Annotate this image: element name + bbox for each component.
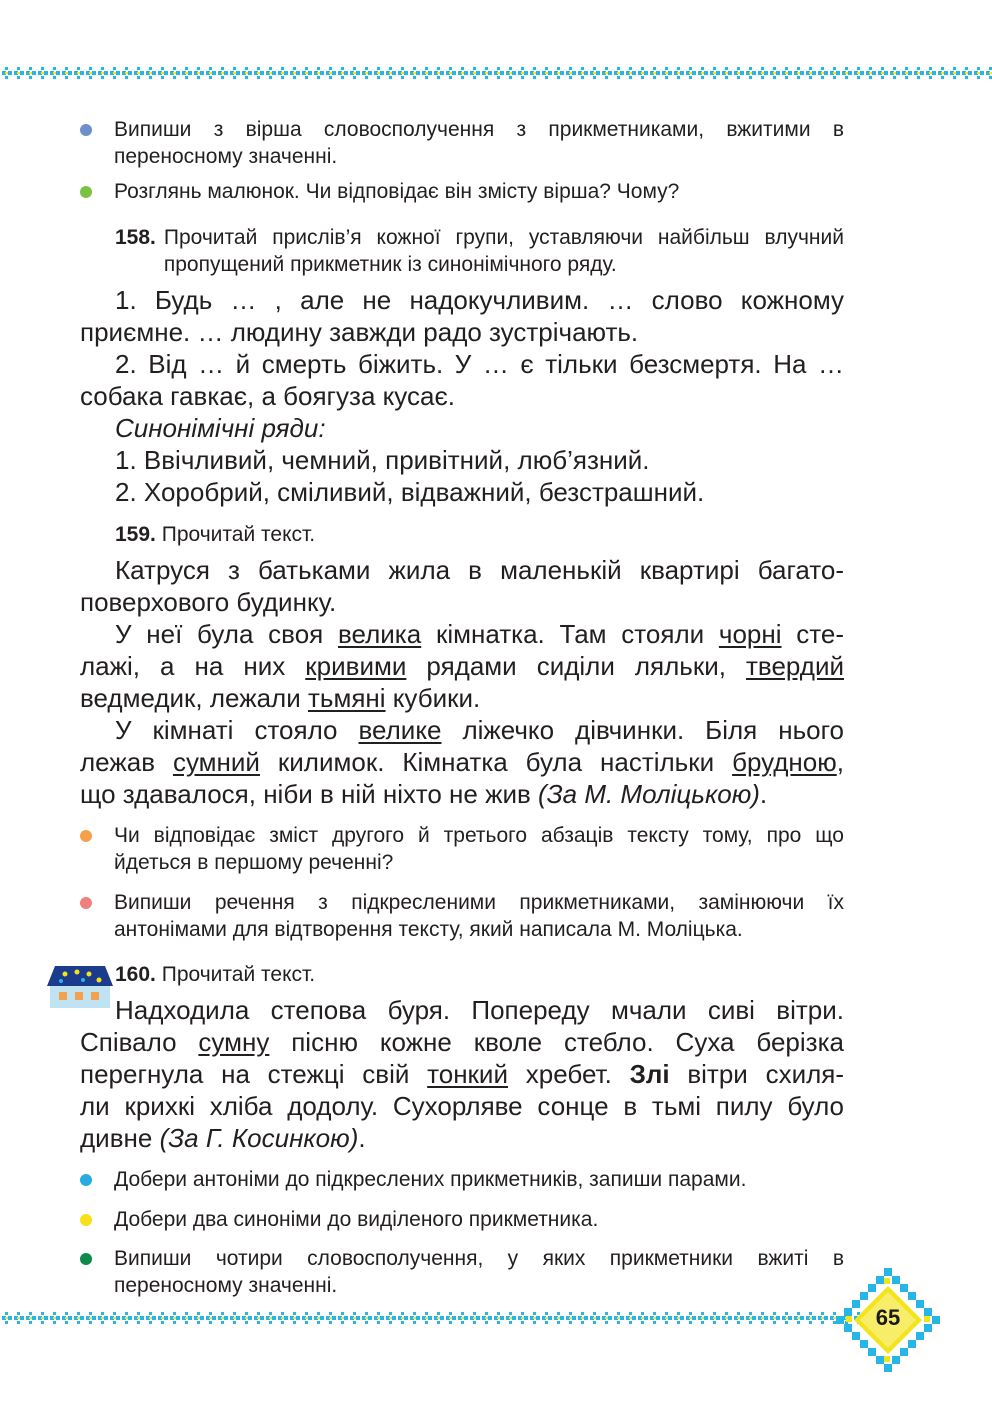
- task-number: 160.: [115, 963, 156, 986]
- bold-adjective: Злі: [629, 1059, 670, 1089]
- task-160-text: [80, 994, 844, 1154]
- text-line: дивне (За Г. Косинкою).: [80, 1123, 366, 1153]
- text-line: що здавалося, ніби в ній ніхто не жив (За М. Моліцькою).: [80, 779, 768, 809]
- bullet-dot: [80, 1253, 92, 1265]
- source-attribution: (За М. Моліцькою): [538, 779, 760, 809]
- task-text: Прочитай текст.: [161, 523, 316, 546]
- page-number: 65: [875, 1305, 901, 1330]
- bullet-text: Добери два синоніми до виділеного прикметника.: [114, 1208, 599, 1231]
- proverb-line: 2. Від … й смерть біжить. У … є тільки безсмертя. На …: [115, 349, 844, 379]
- text-line: ведмедик, лежали тьмяні кубики.: [80, 683, 481, 713]
- task-159-text: [80, 554, 844, 810]
- text-line: лажі, а на них кривими рядами сиділи ляльки, твердий: [80, 651, 844, 681]
- text-line: У неї була своя велика кімнатка. Там стояли чорні сте-: [115, 619, 844, 649]
- task-158-instruction: [115, 224, 844, 278]
- underlined-adjective: тонкий: [427, 1059, 508, 1089]
- underlined-adjective: тьмяні: [307, 683, 386, 713]
- top-ornament-border: [0, 66, 992, 80]
- task-text: Прочитай текст.: [161, 963, 316, 986]
- synonym-row-2: 2. Хоробрий, сміливий, відважний, безстрашний.: [115, 477, 705, 507]
- task-160-instruction: [115, 961, 844, 988]
- bottom-ornament-border: [0, 1311, 860, 1325]
- text-line: Співало сумну пісню кожне кволе стебло. Суха берізка: [80, 1027, 844, 1057]
- bullet-dot: [80, 1174, 92, 1186]
- underlined-adjective: брудною: [732, 747, 837, 777]
- bullet-task-3: [80, 822, 844, 876]
- bullet-dot: [80, 1214, 92, 1226]
- text-line: перегнула на стежці свій тонкий хребет. Злі вітри схиля-: [80, 1059, 844, 1089]
- bullet-task-1: [80, 116, 844, 170]
- text-line: лежав сумний килимок. Кімнатка була настільки брудною,: [80, 747, 844, 777]
- bullet-task-4: [80, 889, 844, 943]
- bullet-text: Випиши речення з підкресленими прикметниками, замінюючи їх антонімами для відтворення тексту, який написала М. Моліцька.: [114, 891, 844, 941]
- bullet-text: Добери антоніми до підкреслених прикметників, запиши парами.: [114, 1168, 747, 1191]
- underlined-adjective: чорні: [718, 619, 782, 649]
- underlined-adjective: сумний: [172, 747, 260, 777]
- bullet-dot: [80, 124, 92, 136]
- bullet-dot: [80, 830, 92, 842]
- bullet-dot: [80, 186, 92, 198]
- text-line: ли крихкі хліба додолу. Сухорляве сонце в тьмі пилу було: [80, 1091, 844, 1121]
- bullet-task-2: [80, 178, 844, 205]
- task-number: 159.: [115, 523, 156, 546]
- bullet-task-7: [80, 1245, 844, 1299]
- underlined-adjective: кривими: [305, 651, 407, 681]
- underlined-adjective: велике: [358, 715, 442, 745]
- bullet-dot: [80, 897, 92, 909]
- task-159-instruction: [115, 521, 844, 548]
- source-attribution: (За Г. Косинкою): [159, 1123, 359, 1153]
- bullet-task-6: [80, 1206, 844, 1233]
- synonym-row-1: 1. Ввічливий, чемний, привітний, люб’язний.: [115, 445, 650, 475]
- task-158-proverbs: [80, 284, 844, 508]
- synonym-title: Синонімічні ряди:: [115, 413, 326, 443]
- proverb-line: 1. Будь … , але не надокучливим. … слово кожному: [115, 285, 844, 315]
- underlined-adjective: велика: [337, 619, 422, 649]
- task-text: Прочитай прислів’я кожної групи, уставляючи найбільш влучний пропущений прикметник із синонімічного ряду.: [163, 226, 844, 276]
- bullet-text: Чи відповідає зміст другого й третього абзаців тексту тому, про що йдеться в першому реченні?: [114, 824, 844, 874]
- text-line: У кімнаті стояло велике ліжечко дівчинки. Біля нього: [115, 715, 844, 745]
- bullet-text: Випиши з вірша словосполучення з прикметниками, вжитими в переносному значенні.: [114, 118, 844, 168]
- bullet-text: Випиши чотири словосполучення, у яких прикметники вжиті в переносному значенні.: [114, 1247, 844, 1297]
- bullet-task-5: [80, 1166, 844, 1193]
- underlined-adjective: сумну: [198, 1027, 270, 1057]
- proverb-line: собака гавкає, а боягуза кусає.: [80, 381, 455, 411]
- text-line: Надходила степова буря. Попереду мчали сиві вітри.: [115, 995, 844, 1025]
- text-line: поверхового будинку.: [80, 587, 337, 617]
- text-line: Катруся з батьками жила в маленькій квартирі багато-: [115, 555, 844, 585]
- task-number: 158.: [115, 226, 156, 249]
- bullet-text: Розглянь малюнок. Чи відповідає він змісту вірша? Чому?: [114, 180, 680, 203]
- underlined-adjective: твердий: [746, 651, 844, 681]
- proverb-line: приємне. … людину завжди радо зустрічають.: [80, 317, 639, 347]
